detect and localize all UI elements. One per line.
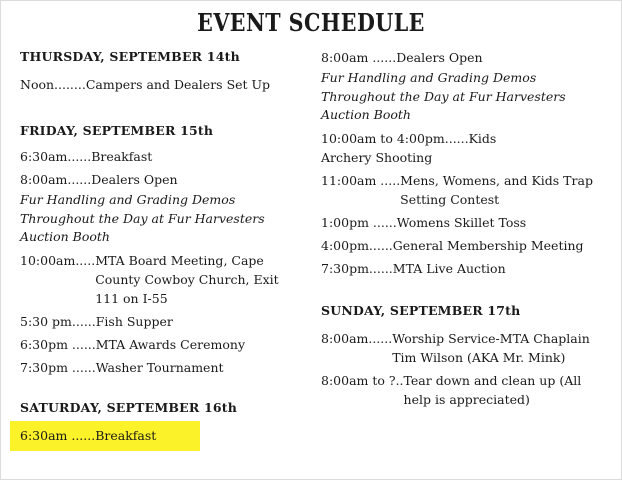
schedule-item xyxy=(20,75,305,94)
item-time: 10:00am to 4:00pm...... xyxy=(321,130,469,146)
schedule-item xyxy=(321,48,611,67)
item-time: 8:00am...... xyxy=(321,330,393,346)
item-desc: MTA Board Meeting, Cape County Cowboy Church, Exit 111 on I-55 xyxy=(95,252,279,306)
item-desc: General Membership Meeting xyxy=(392,237,584,253)
item-desc: Kids Archery Shooting xyxy=(321,130,497,165)
item-desc: Tear down and clean up (All help is appreciated) xyxy=(403,372,582,407)
item-desc: Breakfast xyxy=(91,149,153,164)
schedule-item xyxy=(321,329,611,367)
item-desc: Dealers Open xyxy=(396,50,483,65)
item-time: 8:00am...... xyxy=(20,172,92,187)
item-time: 6:30am ...... xyxy=(20,427,96,443)
item-desc: Campers and Dealers Set Up xyxy=(85,77,271,92)
schedule-item xyxy=(20,312,305,331)
item-time: 7:30pm ...... xyxy=(20,359,96,375)
item-desc: MTA Live Auction xyxy=(392,260,506,276)
highlighted-breakfast-item xyxy=(10,421,200,451)
item-desc: Mens, Womens, and Kids Trap Setting Contest xyxy=(400,172,593,207)
schedule-item xyxy=(321,259,611,278)
schedule-item xyxy=(321,213,611,232)
item-time: 6:30am...... xyxy=(20,149,92,164)
schedule-item xyxy=(20,358,305,377)
item-desc: Womens Skillet Toss xyxy=(396,214,527,230)
schedule-item xyxy=(321,171,611,209)
item-time-desc xyxy=(321,129,541,167)
schedule-item xyxy=(321,129,541,167)
item-time: 5:30 pm...... xyxy=(20,313,96,329)
item-desc: Washer Tournament xyxy=(95,359,224,375)
day-heading-friday: FRIDAY, SEPTEMBER 15th xyxy=(20,123,214,138)
schedule-item xyxy=(20,170,305,189)
item-desc: Worship Service-MTA Chaplain Tim Wilson (AKA Mr. Mink) xyxy=(392,330,590,365)
page-title: EVENT SCHEDULE xyxy=(197,8,425,37)
day-heading-saturday: SATURDAY, SEPTEMBER 16th xyxy=(20,399,238,415)
item-desc: MTA Awards Ceremony xyxy=(95,336,246,352)
day-heading-sunday: SUNDAY, SEPTEMBER 17th xyxy=(321,302,521,318)
item-time: 8:00am ...... xyxy=(321,50,397,65)
schedule-item xyxy=(20,147,305,166)
item-time: 8:00am to ?.. xyxy=(321,372,404,388)
demo-note: Fur Handling and Grading Demos Throughout the Day at Fur Harvesters Auction Booth xyxy=(321,70,566,122)
left-column xyxy=(20,48,305,451)
schedule-item xyxy=(321,371,611,409)
right-column xyxy=(321,48,611,409)
item-time: 1:00pm ...... xyxy=(321,214,397,230)
item-desc: Dealers Open xyxy=(91,172,178,187)
item-time: 4:00pm...... xyxy=(321,237,393,253)
item-time: 11:00am ..... xyxy=(321,172,401,188)
schedule-item xyxy=(321,236,611,255)
demo-note: Fur Handling and Grading Demos Throughout the Day at Fur Harvesters Auction Booth xyxy=(20,192,265,244)
item-time: 6:30pm ...... xyxy=(20,336,96,352)
item-time: 10:00am..... xyxy=(20,252,96,268)
item-desc: Fish Supper xyxy=(95,313,173,329)
schedule-item xyxy=(20,251,305,308)
item-time: Noon........ xyxy=(20,77,86,92)
schedule-item xyxy=(20,335,305,354)
item-time: 7:30pm...... xyxy=(321,260,393,276)
item-desc: Breakfast xyxy=(95,427,157,443)
day-heading-thursday: THURSDAY, SEPTEMBER 14th xyxy=(20,49,240,64)
